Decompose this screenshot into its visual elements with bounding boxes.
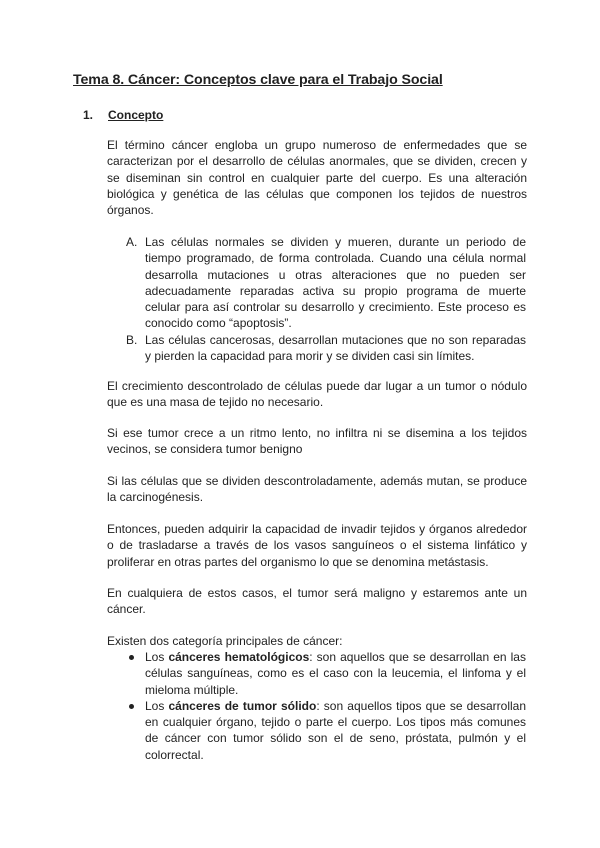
list-item — [126, 649, 526, 698]
section-label: Concepto — [108, 108, 164, 122]
paragraph: Si las células que se dividen descontroladamente, además mutan, se produce la carcinogénesis. — [107, 474, 527, 505]
bullet-text: : son aquellos que se desarrollan en las células sanguíneas, como es el caso con la leucemia, el linfoma y el mieloma múltiple. — [145, 650, 526, 697]
list-item — [126, 234, 526, 332]
bullet-prefix: Los — [145, 698, 169, 713]
paragraph: Si ese tumor crece a un ritmo lento, no infiltra ni se disemina a los tejidos vecinos, se considera tumor benigno — [107, 426, 527, 457]
bullet-text: : son aquellos tipos que se desarrollan en cualquier órgano, tejido o parte el cuerpo. Los tipos más comunes de cáncer con tumor sólido son el de seno, próstata, pulmón y el colorrectal. — [145, 698, 526, 762]
list-item-text: Las células normales se dividen y mueren, durante un periodo de tiempo programado, de forma controlada. Cuando una célula normal desarrolla mutaciones u otras alteraciones que no pueden ser adecuadamente reparadas activa su propio programa de muerte celular para así controlar su desarrollo y crecimiento. Este proceso es conocido como “apoptosis”. — [145, 235, 526, 331]
bullet-list — [126, 649, 526, 763]
paragraph: Entonces, pueden adquirir la capacidad de invadir tejidos y órganos alrededor o de trasladarse a través de los vasos sanguíneos o el sistema linfático y proliferar en otras partes del organismo lo que se denomina metástasis. — [107, 522, 527, 569]
list-item-text: Las células cancerosas, desarrollan mutaciones que no son reparadas y pierden la capacidad para morir y se dividen casi sin límites. — [145, 332, 526, 364]
intro-paragraph: El término cáncer engloba un grupo numeroso de enfermedades que se caracterizan por el desarrollo de células anormales, que se dividen, crecen y se diseminan sin control en cualquier parte del cuerpo. Es una alteración biológica y genética de las células que componen los tejidos de nuestros órganos. — [107, 138, 527, 218]
bullet-icon — [129, 704, 134, 709]
list-marker: A. — [126, 235, 138, 249]
paragraph: En cualquiera de estos casos, el tumor será maligno y estaremos ante un cáncer. — [107, 586, 527, 617]
list-item — [126, 698, 526, 763]
bullet-icon — [129, 655, 134, 660]
paragraph: El crecimiento descontrolado de células puede dar lugar a un tumor o nódulo que es una masa de tejido no necesario. — [107, 379, 527, 410]
categories-intro: Existen dos categoría principales de cáncer: — [107, 634, 343, 648]
section-heading — [83, 108, 163, 122]
list-marker: B. — [126, 332, 138, 347]
lettered-list — [126, 234, 526, 364]
list-item — [126, 332, 526, 365]
bullet-term: cánceres hematológicos — [168, 650, 310, 664]
page-title: Tema 8. Cáncer: Conceptos clave para el Trabajo Social — [73, 72, 443, 88]
bullet-term: cánceres de tumor sólido — [168, 698, 317, 713]
bullet-prefix: Los — [145, 650, 169, 664]
section-number: 1. — [83, 108, 94, 122]
